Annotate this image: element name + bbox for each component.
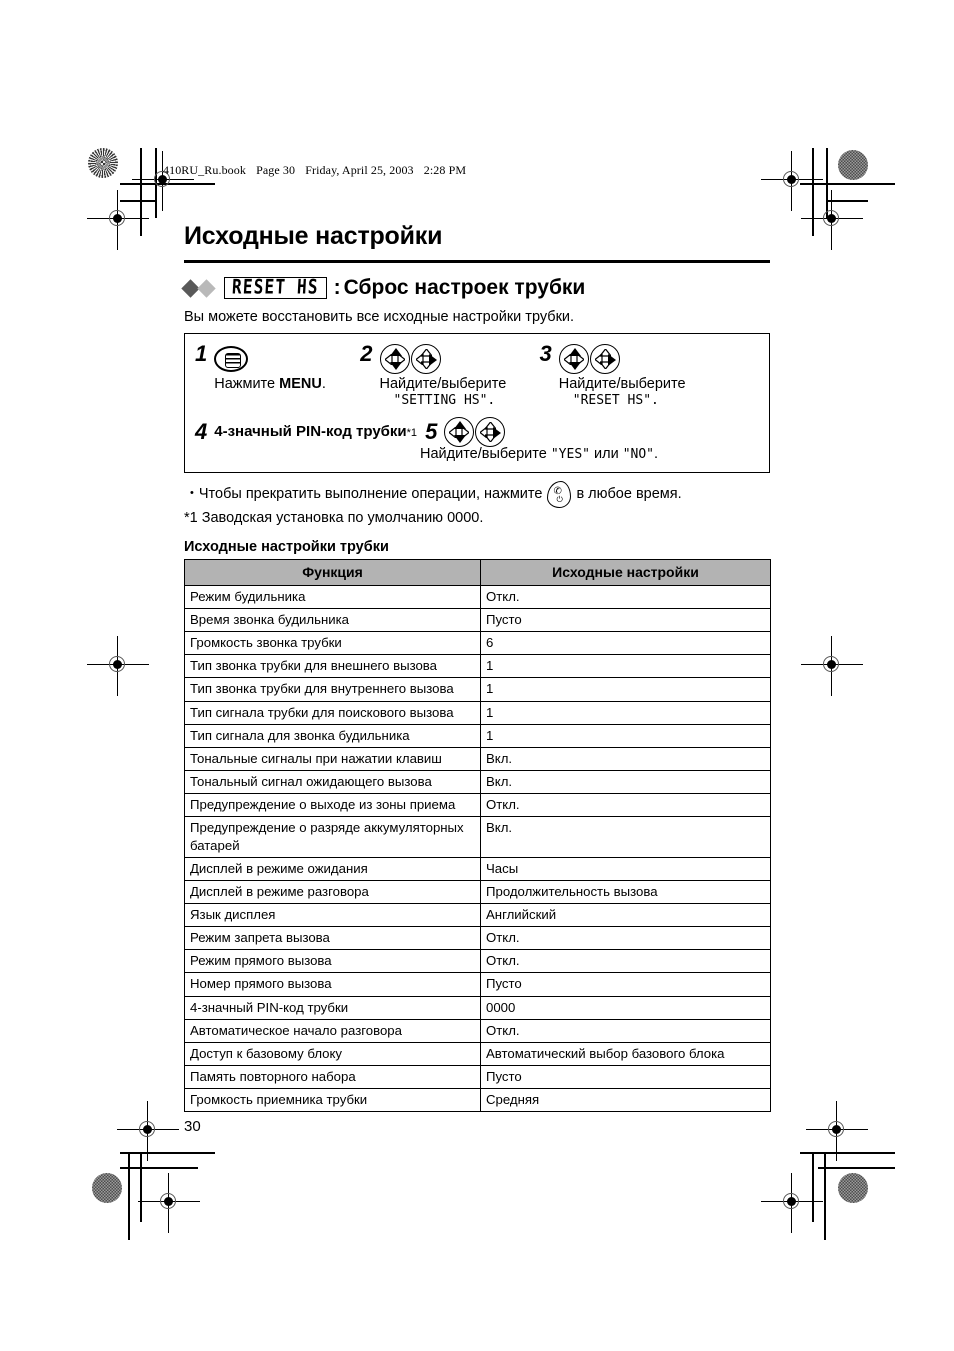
table-row [185, 747, 771, 770]
step-4-label [214, 423, 417, 442]
procedure-row-top [195, 343, 759, 409]
table-row [185, 678, 771, 701]
table-row [185, 655, 771, 678]
table-row [185, 724, 771, 747]
table-row [185, 973, 771, 996]
power-glyph: ⏻ [556, 494, 563, 504]
halftone-target [838, 150, 868, 180]
crop-line [818, 1167, 895, 1169]
joystick-updown-icon[interactable] [444, 417, 474, 447]
file-slug [163, 163, 473, 178]
table-header-row [185, 559, 771, 585]
table-cell-default: Откл. [481, 794, 771, 817]
section-heading [184, 276, 770, 300]
table-row [185, 794, 771, 817]
step-4-footnote-ref: *1 [406, 427, 418, 439]
step-3 [559, 343, 709, 409]
note-cancel [184, 481, 770, 508]
table-cell-function: Тип звонка трубки для внутреннего вызова [185, 678, 481, 701]
registration-mark [775, 163, 809, 197]
registration-mark [820, 1113, 854, 1147]
registration-mark [815, 202, 849, 236]
step-4-label-text: 4-значный PIN-код трубки [214, 423, 407, 440]
page-content [184, 222, 770, 1135]
table-cell-default: Откл. [481, 1019, 771, 1042]
registration-mark [815, 648, 849, 682]
step-5-tail: . [654, 446, 659, 463]
table-body [185, 585, 771, 1112]
arrow-left-outline-icon [416, 354, 424, 365]
step-5-value-no: "NO" [622, 447, 655, 463]
crop-line [120, 1152, 215, 1154]
joystick-updown-icon[interactable] [380, 344, 410, 374]
step-1 [214, 343, 360, 393]
table-cell-function: Режим запрета вызова [185, 927, 481, 950]
step-3-caption: Найдите/выберите [558, 376, 686, 392]
table-cell-default: 0000 [481, 996, 771, 1019]
arrow-left-outline-icon [595, 354, 603, 365]
crop-line [812, 1152, 814, 1222]
table-cell-default: Вкл. [481, 817, 771, 857]
table-cell-default: Средняя [481, 1089, 771, 1112]
table-cell-function: Память повторного набора [185, 1066, 481, 1089]
step-1-caption [214, 375, 360, 393]
menu-key-icon[interactable] [214, 346, 248, 372]
table-cell-default: 1 [481, 678, 771, 701]
crop-line [812, 148, 814, 236]
table-cell-default: Вкл. [481, 747, 771, 770]
step-1-number: 1 [195, 341, 208, 366]
table-cell-function: Режим прямого вызова [185, 950, 481, 973]
table-row [185, 701, 771, 724]
joystick-updown-icon[interactable] [559, 344, 589, 374]
table-cell-function: Дисплей в режиме ожидания [185, 857, 481, 880]
crop-line [128, 1152, 130, 1240]
arrow-right-outline-icon [461, 427, 469, 438]
step-5-caption-text: Найдите/выберите [420, 446, 551, 463]
table-cell-default: Автоматический выбор базового блока [481, 1042, 771, 1065]
arrow-left-outline-icon [385, 354, 393, 365]
table-row [185, 880, 771, 903]
step-5-mid: или [589, 446, 623, 463]
table-cell-function: Дисплей в режиме разговора [185, 880, 481, 903]
table-cell-default: 1 [481, 724, 771, 747]
slug-time: 2:28 PM [423, 163, 467, 177]
table-cell-default: Пусто [481, 973, 771, 996]
halftone-target [92, 1173, 122, 1203]
table-row [185, 585, 771, 608]
arrow-left-outline-icon [449, 427, 457, 438]
page-number: 30 [184, 1118, 201, 1136]
title-rule [184, 260, 770, 263]
step-2 [380, 343, 540, 409]
joystick-right-icon[interactable] [590, 344, 620, 374]
registration-mark [101, 648, 135, 682]
arrow-right-outline-icon [576, 354, 584, 365]
step-5-number: 5 [425, 419, 438, 445]
table-cell-default: Откл. [481, 585, 771, 608]
joystick-right-icon[interactable] [475, 417, 505, 447]
registration-mark [131, 1113, 165, 1147]
table-row [185, 1089, 771, 1112]
end-call-key-icon[interactable] [547, 481, 571, 508]
section-colon: : [333, 276, 341, 299]
step-5-value-yes: "YES" [550, 447, 590, 463]
registration-mark [101, 202, 135, 236]
halftone-target [88, 148, 118, 178]
registration-mark [775, 1185, 809, 1219]
table-row [185, 904, 771, 927]
table-cell-default: Вкл. [481, 771, 771, 794]
table-row [185, 857, 771, 880]
table-cell-function: Тип сигнала для звонка будильника [185, 724, 481, 747]
slug-date: Friday, April 25, 2003 [305, 163, 414, 177]
table-cell-function: Громкость звонка трубки [185, 632, 481, 655]
note-cancel-text-after: в любое время. [576, 485, 682, 502]
table-row [185, 608, 771, 631]
bullet-glyph: • [190, 487, 194, 500]
step-1-caption-bold: MENU [279, 376, 322, 392]
notes-block [184, 481, 770, 529]
arrow-left-outline-icon [564, 354, 572, 365]
diamond-light-icon [197, 279, 215, 297]
arrow-right-outline-icon [397, 354, 405, 365]
table-cell-function: Доступ к базовому блоку [185, 1042, 481, 1065]
step-5 [444, 417, 505, 447]
table-cell-default: Пусто [481, 1066, 771, 1089]
table-row [185, 1066, 771, 1089]
step-1-caption-prefix: Нажмите [214, 376, 280, 392]
table-header-function: Функция [185, 559, 481, 585]
table-cell-default: 6 [481, 632, 771, 655]
table-row [185, 950, 771, 973]
table-cell-function: Номер прямого вызова [185, 973, 481, 996]
procedure-box [184, 333, 770, 473]
table-caption: Исходные настройки трубки [184, 538, 389, 555]
table-row [185, 1019, 771, 1042]
table-cell-function: Тональные сигналы при нажатии клавиш [185, 747, 481, 770]
table-cell-default: Откл. [481, 927, 771, 950]
table-cell-function: Предупреждение о выходе из зоны приема [185, 794, 481, 817]
crop-line [800, 1152, 895, 1154]
table-cell-default: Английский [481, 904, 771, 927]
crop-line [824, 1152, 826, 1240]
table-header-default: Исходные настройки [481, 559, 771, 585]
slug-filename: 410RU_Ru.book [163, 163, 246, 177]
page-title: Исходные настройки [184, 222, 443, 250]
step-4-number: 4 [195, 419, 208, 445]
table-cell-default: 1 [481, 701, 771, 724]
table-cell-function: Время звонка будильника [185, 608, 481, 631]
table-cell-function: Автоматическое начало разговора [185, 1019, 481, 1042]
table-row [185, 771, 771, 794]
crop-line [120, 1167, 198, 1169]
section-title: Сброс настроек трубки [343, 276, 586, 299]
lcd-label: RESET HS [231, 274, 320, 299]
note-footnote: *1 Заводская установка по умолчанию 0000. [184, 509, 484, 526]
procedure-row-bottom [195, 417, 759, 447]
table-row [185, 1042, 771, 1065]
step-1-caption-suffix: . [321, 376, 326, 392]
table-cell-function: Режим будильника [185, 585, 481, 608]
step-3-menu-value: "RESET HS". [572, 393, 659, 409]
table-cell-function: Тип сигнала трубки для поискового вызова [185, 701, 481, 724]
table-cell-function: Громкость приемника трубки [185, 1089, 481, 1112]
halftone-target [838, 1173, 868, 1203]
table-cell-function: Предупреждение о разряде аккумуляторных батарей [185, 817, 481, 857]
table-cell-function: Тональный сигнал ожидающего вызова [185, 771, 481, 794]
table-cell-function: Тип звонка трубки для внешнего вызова [185, 655, 481, 678]
arrow-left-outline-icon [480, 427, 488, 438]
note-cancel-text-before: Чтобы прекратить выполнение операции, нажмите [198, 485, 543, 502]
step-2-caption: Найдите/выберите [379, 376, 507, 392]
step-3-number: 3 [539, 341, 552, 366]
table-row [185, 996, 771, 1019]
phone-crossed-glyph: ✆ [553, 485, 562, 497]
crop-line [800, 183, 895, 185]
crop-line [140, 148, 142, 236]
table-row [185, 927, 771, 950]
registration-mark [152, 1185, 186, 1219]
table-cell-function: Язык дисплея [185, 904, 481, 927]
crop-line [140, 1152, 142, 1222]
settings-table [184, 559, 771, 1113]
slug-page: Page 30 [256, 163, 296, 177]
table-cell-default: Часы [481, 857, 771, 880]
table-cell-function: 4-значный PIN-код трубки [185, 996, 481, 1019]
table-cell-default: Откл. [481, 950, 771, 973]
step-2-menu-value: "SETTING HS". [393, 393, 496, 409]
table-cell-default: 1 [481, 655, 771, 678]
table-cell-default: Продолжительность вызова [481, 880, 771, 903]
step-5-caption [420, 445, 759, 463]
table-cell-default: Пусто [481, 608, 771, 631]
joystick-right-icon[interactable] [411, 344, 441, 374]
step-2-number: 2 [360, 341, 373, 366]
table-row [185, 632, 771, 655]
table-row [185, 817, 771, 857]
lcd-display-box [224, 274, 327, 299]
section-intro: Вы можете восстановить все исходные настройки трубки. [184, 309, 575, 325]
